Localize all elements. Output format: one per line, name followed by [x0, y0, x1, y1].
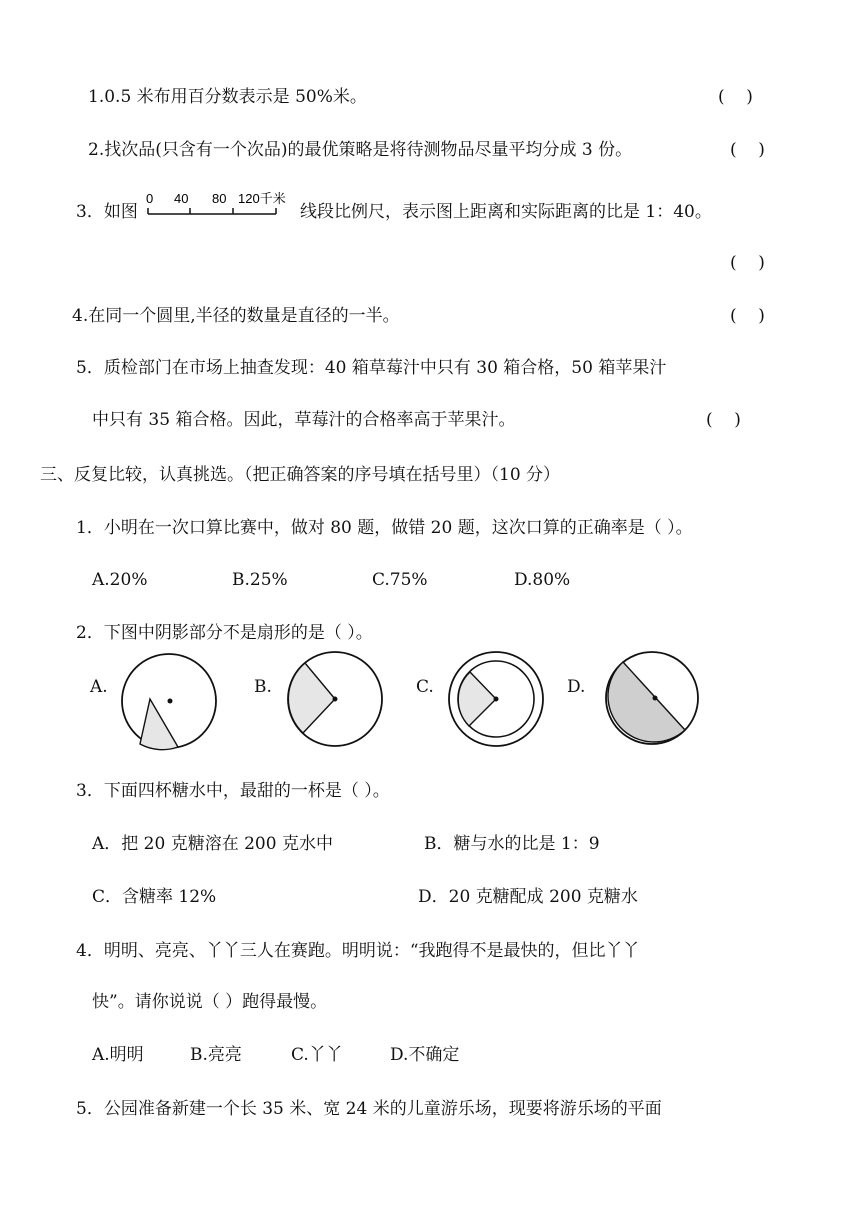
center-point: [333, 697, 338, 702]
mc-q1-option-b[interactable]: B.25%: [232, 570, 288, 590]
tf-q3-suffix: 线段比例尺，表示图上距离和实际距离的比是 1：40。: [300, 202, 712, 222]
tf-q2-text: 2.找次品(只含有一个次品)的最优策略是将待测物品尽量平均分成 3 份。: [88, 140, 633, 160]
mc-q3-option-c[interactable]: C．含糖率 12%: [92, 887, 217, 907]
line-segment-scale: [144, 190, 294, 220]
scale-tick-label: 0: [146, 191, 154, 206]
figure-d-circle: [605, 652, 705, 752]
tf-q3-prefix: 3．如图: [76, 202, 138, 222]
mc-q2-label-a[interactable]: A.: [90, 677, 108, 697]
mc-q2-label-b[interactable]: B.: [254, 677, 272, 697]
mc-q4-option-d[interactable]: D.不确定: [390, 1045, 460, 1065]
mc-q3-option-d[interactable]: D．20 克糖配成 200 克糖水: [418, 887, 638, 907]
mc-q3-option-a[interactable]: A．把 20 克糖溶在 200 克水中: [92, 834, 333, 854]
mc-q3-text: 3．下面四杯糖水中，最甜的一杯是（ ）。: [76, 781, 390, 801]
mc-q4-option-c[interactable]: C.丫丫: [291, 1045, 343, 1065]
mc-q1-option-d[interactable]: D.80%: [514, 570, 571, 590]
tf-q1-text: 1.0.5 米布用百分数表示是 50%米。: [88, 87, 367, 107]
scale-tick-label: 40: [174, 191, 189, 206]
tf-q4-text: 4.在同一个圆里,半径的数量是直径的一半。: [72, 306, 400, 326]
mc-q2-label-d[interactable]: D.: [567, 677, 586, 697]
scale-tick-label: 120千米: [238, 191, 286, 206]
center-point: [168, 699, 173, 704]
mc-q4-line1: 4．明明、亮亮、丫丫三人在赛跑。明明说：“我跑得不是最快的，但比丫丫: [76, 941, 640, 961]
mc-q2-text: 2．下图中阴影部分不是扇形的是（ ）。: [76, 623, 373, 643]
tf-q5-answer-paren[interactable]: ( ): [706, 410, 741, 430]
center-point: [653, 696, 658, 701]
tf-q1-answer-paren[interactable]: ( ): [718, 87, 753, 107]
figure-c-ring: [447, 652, 547, 752]
mc-q2-label-c[interactable]: C.: [416, 677, 434, 697]
tf-q2-answer-paren[interactable]: ( ): [730, 140, 765, 160]
mc-q4-line2: 快”。请你说说（ ）跑得最慢。: [92, 992, 328, 1012]
section3-title: 三、反复比较，认真挑选。（把正确答案的序号填在括号里）（10 分）: [40, 465, 561, 485]
mc-q5-line1: 5．公园准备新建一个长 35 米、宽 24 米的儿童游乐场，现要将游乐场的平面: [76, 1099, 662, 1119]
mc-q4-option-a[interactable]: A.明明: [92, 1045, 144, 1065]
mc-q3-option-b[interactable]: B．糖与水的比是 1：9: [424, 834, 600, 854]
figure-b-circle: [286, 652, 386, 752]
tf-q5-line1: 5．质检部门在市场上抽查发现：40 箱草莓汁中只有 30 箱合格，50 箱苹果汁: [76, 358, 667, 378]
mc-q1-option-a[interactable]: A.20%: [92, 570, 148, 590]
tf-q5-line2: 中只有 35 箱合格。因此，草莓汁的合格率高于苹果汁。: [92, 410, 516, 430]
tf-q4-answer-paren[interactable]: ( ): [730, 306, 765, 326]
center-point: [494, 697, 499, 702]
mc-q1-option-c[interactable]: C.75%: [372, 570, 428, 590]
scale-tick-label: 80: [212, 191, 227, 206]
mc-q1-text: 1．小明在一次口算比赛中，做对 80 题，做错 20 题，这次口算的正确率是（ ）。: [76, 518, 693, 538]
figure-a-circle: [120, 652, 220, 752]
mc-q4-option-b[interactable]: B.亮亮: [190, 1045, 242, 1065]
tf-q3-answer-paren[interactable]: ( ): [730, 253, 765, 273]
